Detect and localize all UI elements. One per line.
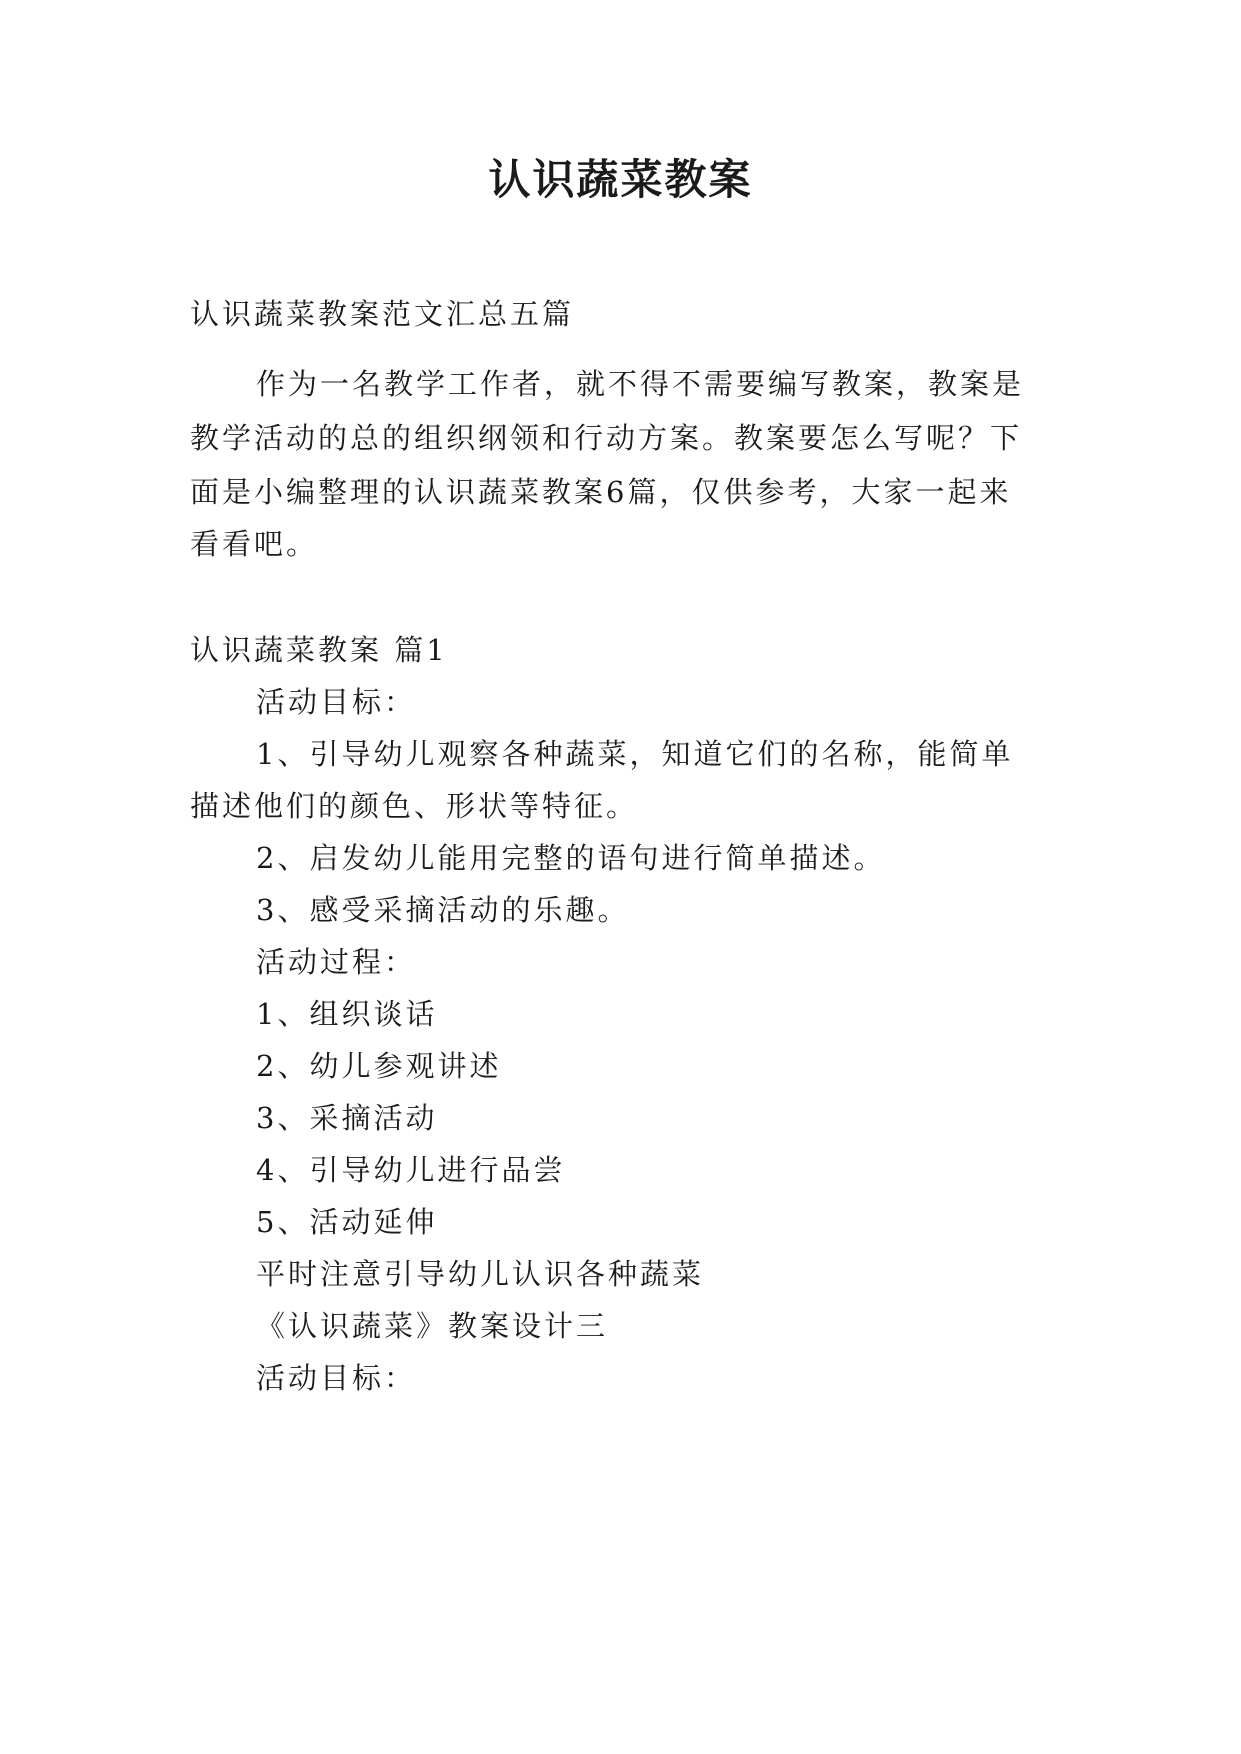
body-line-13: 《认识蔬菜》教案设计三 (256, 1309, 609, 1343)
body-line-6: 活动过程： (256, 945, 417, 979)
body-line-7: 1、组织谈话 (256, 997, 438, 1031)
section-heading: 认识蔬菜教案 篇1 (190, 633, 448, 667)
page-title: 认识蔬菜教案 (488, 155, 753, 204)
body-line-9: 3、采摘活动 (256, 1101, 438, 1135)
body-line-5: 3、感受采摘活动的乐趣。 (256, 893, 630, 927)
intro-line-2: 教学活动的总的组织纲领和行动方案。教案要怎么写呢？下 (190, 421, 1023, 455)
intro-line-4: 看看吧。 (190, 527, 319, 561)
body-line-3: 描述他们的颜色、形状等特征。 (190, 789, 639, 823)
intro-line-3: 面是小编整理的认识蔬菜教案6篇，仅供参考，大家一起来 (190, 475, 1012, 509)
body-line-11: 5、活动延伸 (256, 1205, 438, 1239)
intro-line-1: 作为一名教学工作者，就不得不需要编写教案，教案是 (256, 367, 1025, 401)
body-line-8: 2、幼儿参观讲述 (256, 1049, 502, 1083)
body-line-4: 2、启发幼儿能用完整的语句进行简单描述。 (256, 841, 886, 875)
document-subtitle: 认识蔬菜教案范文汇总五篇 (190, 297, 575, 331)
body-line-12: 平时注意引导幼儿认识各种蔬菜 (256, 1257, 705, 1291)
body-line-10: 4、引导幼儿进行品尝 (256, 1153, 566, 1187)
body-line-2: 1、引导幼儿观察各种蔬菜，知道它们的名称，能简单 (256, 737, 1014, 771)
body-line-14: 活动目标： (256, 1361, 417, 1395)
body-line-1: 活动目标： (256, 685, 417, 719)
